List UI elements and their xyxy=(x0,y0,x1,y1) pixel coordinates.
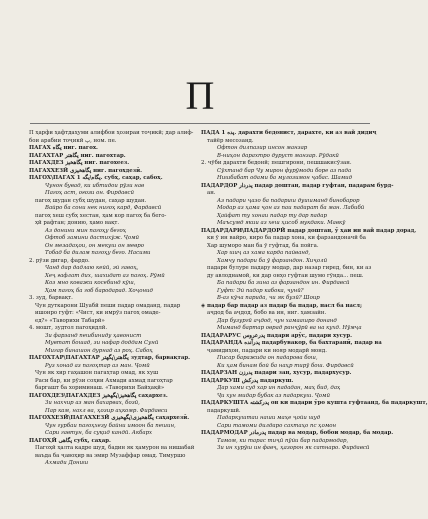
entry-text-line: Ҳам пагоҳ ба гоб бародарад. Хоҷонид xyxy=(45,287,153,294)
entry-text-line: Сари тамоми дилдаро сахтаҳо пс ҳомон xyxy=(217,422,337,429)
entry-text-line: падаркушӣ. xyxy=(207,407,241,414)
entry-text-line: Сӯхтанд бар Чу мирон фурӯмоди боре аз пада xyxy=(217,167,352,174)
entry-text-line: бои арабии тоҷикӣ پ, ном. пе. xyxy=(29,137,117,144)
entry-text-line: Зи фарзанд пешбиниду ҳавонист xyxy=(45,332,142,339)
entry-text-line: В-аз кӯча парида, чи як бузӣ? Шоир xyxy=(217,295,320,301)
entry-text-line: Ахмади Дониш xyxy=(45,460,89,466)
entry-text-line: Пагоҳӣ ҳалта кадре шуд, бадин як ҳамурон ва нишабай xyxy=(35,445,195,451)
entry-headword-line: ПАДА پده 1. дарахти бедонист, дарахте, ки аз вай дидиҷ xyxy=(201,130,377,136)
entry-text-line: Модар аз ҳама ҷон аз паи падарат ба ман. Лабибӣ xyxy=(217,205,365,211)
header-rule xyxy=(30,123,370,124)
entry-headword-line: ПАГАХТАР پگاهتر ниг. пагохтар. xyxy=(29,152,126,159)
entry-headword-line: ПАДАРЗАН پدرزن падари зан, хусур, падархусур. xyxy=(201,370,352,376)
entry-text-line: ҷамидиҳон, падари ки нояр модарӣ монд. xyxy=(207,347,327,354)
entry-text-line: ҳӣ рафтан; донию, ҳамо вақт. xyxy=(35,220,120,226)
right-column xyxy=(201,130,428,453)
entry-text-line: ед?» «Таворихи Табарӣ» xyxy=(35,317,105,324)
entry-text-line: аҷдод ба аҷдод, бобо ва ин, ниг. ҳамзайн. xyxy=(207,310,327,316)
entry-headword-line: ПАДАРКУШ پدرکش падаркуш. xyxy=(201,377,294,384)
entry-text-line: 2. чӯби дарахти бедонӣ; пешгирони, пешшакисӯзан. xyxy=(201,160,352,166)
entry-headword-line: ПАДАРМОДАР پدرمادر падар ва модар, бобои модар, ба модар. xyxy=(201,430,394,436)
entry-headword-line: ПАГОХХЕЗӢ\ПАГАХХЕЗӢ پگاهخيزی\پگهخيزی саҳархезӣ. xyxy=(29,415,190,421)
entry-text-line: Миманд бартар оврад ранҷӯрӣ ва на кухд. Нӯмҷа xyxy=(217,325,362,331)
entry-text-line: Вайро ба сони нек нигоҳ кард, Фардавсӣ xyxy=(45,205,162,211)
entry-text-line: пагоҳ хеш субҳ хестан, ҳам кор пагоҳ ба бего- xyxy=(35,212,167,219)
entry-headword-line: ПАДАРКУШТА پدرکشته он ки падари ӯро кушта гуфтаанд, ба падаркушт, xyxy=(201,400,428,406)
entry-text-line: Пагоҳ аст, оғози он. Фирдавсӣ xyxy=(45,190,134,196)
entry-text-line: пагоҳ шудан субҳ шудан, саҳар шудан. xyxy=(35,197,147,204)
entry-text-line: падари булуре падару модар, дар назар гиред, бин, ки аз xyxy=(207,265,372,271)
entry-text-line: Дар бузургӣ аҷдод, чун хамаашро донанд xyxy=(217,317,337,324)
entry-text-line: Падаркуштаи наши маҳе ҷойи шуд xyxy=(217,415,321,421)
entry-headword-line: ПАДАРДАРИ\ПАДАРДОРӢ падар доштан, ӯ ҳаи ин вай падар дорад, xyxy=(201,227,417,234)
entry-headword-line: ПАГАХДЕЗ پگاهخيز ниг. пагохеез. xyxy=(29,160,130,166)
entry-headword-line: ПАДАРДОР پدردار падар доштан, падар гуфтан, падарам бурд- xyxy=(201,182,394,189)
entry-text-line: Аз падари ҷазо ба падариш дуишманд бинобарор xyxy=(217,197,360,204)
entry-text-line: ишонро гуфт: «Чист, ки имрӯз пагоҳ омаде- xyxy=(35,310,161,316)
entry-text-line: Раси бар, ки рӯзи соҳии Ахмади ахмад пагоҳтар xyxy=(35,377,173,384)
entry-text-line: Он мезадаҳои, он мекуш он мевро xyxy=(45,242,145,249)
entry-headword-line: ПАГОХДЕЗ\ПАГАХДЕЗ پگاهخيز\پگهخيز саҳархез. xyxy=(29,392,168,399)
entry-text-line: Мувтат бошад, зи нафар доддам Сунӣ xyxy=(45,340,159,346)
entry-text-line: Гуфт: Эй падар кабока, чунӣ? xyxy=(217,287,304,294)
entry-text-line: Ки ҳам бинам бой ба наҳр тирӯ бош. Фирдавсӣ xyxy=(217,362,354,369)
entry-headword-line: ПАДАРАНДА پدرآنده падарбувакор, ба бахтаранӣ, падар ва xyxy=(201,340,382,346)
entry-headword-line: ПАГОХТАР\ПАГАХТАР پگاهتر\پگهتر зудтар, барвақтар. xyxy=(29,355,191,361)
entry-text-line: Хар шуморо ман ба ӯ гуфтад, ба пойга. xyxy=(207,242,319,249)
entry-text-line: Тобад ба дилам пагоҳу бего. Насими xyxy=(45,250,151,256)
entry-headword-line: ПАГАХ پگاه ниг. пагох. xyxy=(29,145,98,151)
entry-text-line: Офтоб замини дастихўж. Ҷомӣ xyxy=(45,235,140,241)
entry-text-line: Зи ин хурӯш ин фавҷ, ҳазорон як сатнаро. Фирдавсӣ xyxy=(217,445,370,451)
entry-text-line: 2. рӯзи дигар, фардо. xyxy=(29,257,90,264)
entry-headword-line: ◈ падар бар падар аз падар ба падар, насл ба насл; xyxy=(201,302,362,309)
entry-text-line: Хеҷ ғафлат дих, шахидат аз пагоҳ. Рӯмӣ xyxy=(45,272,165,279)
entry-text-line: 4. мошт, зудтол пагоҳидлӣ. xyxy=(29,325,108,331)
entry-text-line: ан. xyxy=(207,190,216,196)
entry-text-line: Чанд дар дадлаю кейӣ, эй гавоҳ, xyxy=(45,265,139,271)
section-letter: П xyxy=(185,72,215,118)
entry-text-line: Чун як хир гаҳашон пагаҳтар омад, як хуш xyxy=(35,370,159,376)
entry-text-line: В-ниҳон дарахтро дуруст манзар. Рӯдакӣ xyxy=(217,152,339,159)
entry-text-line: Хар шиҷ аз хама карда пайванд, xyxy=(217,250,311,256)
entry-text-line: Маъсумд якии аз хеш ҳисоб мукдаки. Мавкӯ xyxy=(217,220,346,226)
entry-headword-line: ПАГАХХЕЗӢ پگاهخيزی ниг. пагохдезӣ. xyxy=(29,167,142,174)
entry-text-line: Коз мно коважи косебинд кӯш, xyxy=(45,280,136,286)
entry-text-line: Ба падари ба зина аз фарзандон ин. Фирдавсӣ xyxy=(217,280,350,286)
entry-text-line: Чунон бувад, ки ибтидои рӯзи нав xyxy=(45,182,145,189)
entry-text-line: Чун гурбаи пагоҳхезу байни имоон ба пешин, xyxy=(45,422,176,429)
entry-text-line: Чун дуткарони Шуабӣ пеши падар омаданд, падар xyxy=(35,302,181,309)
entry-headword-line: ПАДАРАРУС پدرعروس падари арӯс, падари хусур. xyxy=(201,332,353,339)
entry-text-line: Хамчу падари ба ӯ фарзандон. Хиҷолӣ xyxy=(217,257,328,264)
entry-text-line: Ҷи хун мидар бубак аз падаркуш. Ҷомӣ xyxy=(217,392,330,399)
entry-text-line: Нишбабат одами ба мулозимон ҷабас. Шамид xyxy=(217,175,353,181)
entry-text-line: Офтон дилпазир инсон манзар xyxy=(217,145,308,151)
entry-text-line: Тамом, ки тарас тиҷӣ пӯйи бар падармодар, xyxy=(217,437,349,444)
left-column xyxy=(29,130,201,468)
entry-headword-line: ПАГОХ\ПАГАХ پگاه\پگه 1. субҳ, саҳар, сабоҳ. xyxy=(29,175,163,181)
entry-text-line: Сари гавтун, ба суқид кандӣ. Акбарх xyxy=(45,430,153,436)
entry-text-line: Дар хами суд хар ин пададан, маҳ бид, даҳ xyxy=(217,385,341,391)
entry-text-line: ки ӯ ин вайро, киро ба падар хона, ки фарзандоначӣ ба xyxy=(207,235,367,241)
entry-text-line: баргашт ба хориминаш. «Таворихи Байҳақӣ» xyxy=(35,385,165,391)
entry-text-line: 3. зуд, барвақт. xyxy=(29,295,73,301)
entry-text-line: Аз донини мин пагоҳу бегоҳ xyxy=(45,227,127,234)
entry-headword-line: ПАГОҲӢ پگاهی субҳ, саҳар. xyxy=(29,437,111,444)
entry-text-line: Руз хонад аз пагоҳтар аз ман. Ҷомӣ xyxy=(45,362,150,369)
entry-text-line: Пар кам, нахл ва, ҳозир аҳкомр. Фирдавси xyxy=(45,407,168,414)
entry-text-line: П ҳарфи ҳафтдаҳуми алифбои ҳозираи тоҷикӣ; дар алиф- xyxy=(29,130,194,136)
entry-text-line: ду авлоднамоӣ, ки дар онҳо гуфтаи шумо гӯнда... пеш. xyxy=(207,272,364,279)
entry-text-line: ваъда ба ҷавоҳир ва эмир Музаффар омад. Тимуршо xyxy=(35,452,186,459)
entry-text-line: Зи нахчир аз ман бахарвах, бозӣ, xyxy=(45,400,140,406)
entry-text-line: Ҳайфат ту хонаи падар ту дар падар xyxy=(217,212,327,219)
entry-text-line: тайёр месозанд. xyxy=(207,137,254,144)
entry-text-line: Мигар бинашон дурнад аз роҳ. Сабоҳ xyxy=(45,347,153,354)
entry-text-line: Писар баражида он падарова бош, xyxy=(217,355,318,361)
